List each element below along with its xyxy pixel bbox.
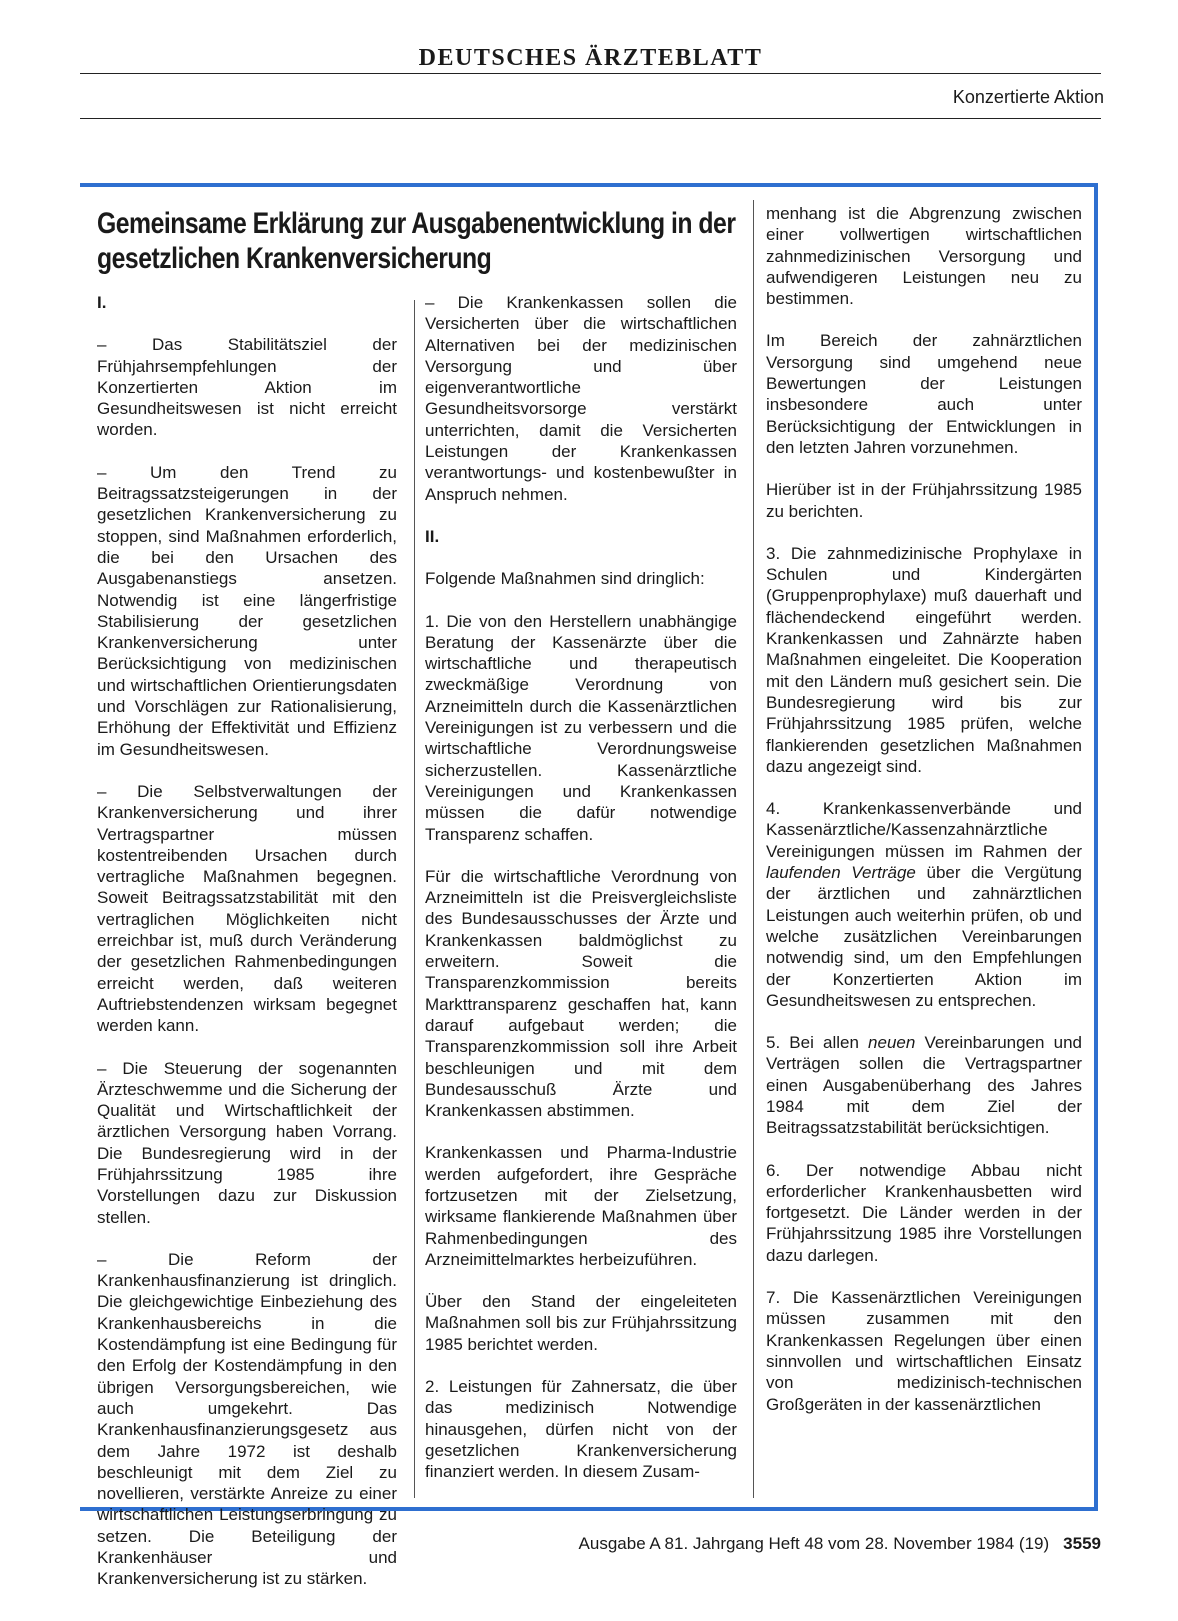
paragraph: – Das Stabilitätsziel der Frühjahrsempfehlungen der Konzertierten Aktion im Gesundheitswesen ist nicht erreicht worden.: [97, 335, 397, 440]
column-divider: [753, 200, 754, 1498]
paragraph: – Um den Trend zu Beitragssatzsteigerungen in der gesetzlichen Krankenversicherung zu stoppen, sind Maßnahmen erforderlich, die bei den Ursachen des Ausgabenanstiegs ansetzen. Notwendig ist eine längerfristige Stabilisierung der gesetzlichen Krankenversicherung unter Berücksichtigung von medizinischen und wirtschaftlichen Orientierungsdaten und Vorschlägen zur Rationalisierung, Erhöhung der Effektivität und Effizienz im Gesundheitswesen.: [97, 462, 397, 759]
article-column-1: [97, 292, 397, 1590]
emphasis: neuen: [868, 1033, 916, 1053]
issue-info: Ausgabe A 81. Jahrgang Heft 48 vom 28. November 1984 (19): [578, 1534, 1050, 1553]
paragraph: [766, 1032, 1082, 1138]
journal-masthead: DEUTSCHES ÄRZTEBLATT: [418, 45, 763, 71]
article-column-3: [766, 203, 1082, 1415]
text-run: 5. Bei allen: [766, 1033, 869, 1053]
paragraph: Folgende Maßnahmen sind dringlich:: [425, 569, 705, 589]
article-column-2: [425, 292, 737, 1483]
emphasis: laufenden Verträge: [766, 863, 916, 883]
text-run: über die Vergütung der ärztlichen und zahnärztlichen Leistungen auch weiterhin prüfen, ob und welche zusätzlichen Vereinbarungen notwendig sind, um den Empfehlungen der Konzertierten Aktion im Gesundheitswesen zu entsprechen.: [766, 863, 1082, 1010]
masthead-rule: [80, 73, 1101, 74]
paragraph: 1. Die von den Herstellern unabhängige Beratung der Kassenärzte über die wirtschaftliche und therapeutisch zweckmäßige Verordnung von Arzneimitteln durch die Kassenärztlichen Vereinigungen ist zu verbessern und die wirtschaftliche Verordnungsweise sicherzustellen. Kassenärztliche Vereinigungen und Krankenkassen müssen die dafür notwendige Transparenz schaffen.: [425, 611, 737, 844]
section-number: II.: [425, 526, 440, 546]
paragraph: 3. Die zahnmedizinische Prophylaxe in Schulen und Kindergärten (Gruppenprophylaxe) muß dauerhaft und flächendeckend eingeführt werden. Krankenkassen und Zahnärzte haben Maßnahmen eingeleitet. Die Kooperation mit den Ländern muß gesichert sein. Die Bundesregierung wird bis zur Frühjahrssitzung 1985 prüfen, welche flankierenden gesetzlichen Maßnahmen dazu angezeigt sind.: [766, 543, 1082, 776]
page-number: 3559: [1063, 1534, 1101, 1553]
article-frame-right: [1094, 183, 1098, 1509]
paragraph: 2. Leistungen für Zahnersatz, die über das medizinisch Notwendige hinausgehen, dürfen nicht von der gesetzlichen Krankenversicherung finanziert werden. In diesem Zusam-: [425, 1377, 737, 1482]
paragraph: – Die Steuerung der sogenannten Ärzteschwemme und die Sicherung der Qualität und Wirtschaftlichkeit der ärztlichen Versorgung haben Vorrang. Die Bundesregierung wird in der Frühjahrssitzung 1985 ihre Vorstellungen dazu zur Diskussion stellen.: [97, 1058, 397, 1227]
article-title: Gemeinsame Erklärung zur Ausgabenentwicklung in der gesetzlichen Krankenversicherung: [97, 207, 736, 275]
paragraph: Hierüber ist in der Frühjahrssitzung 1985 zu berichten.: [766, 480, 1082, 521]
paragraph: – Die Selbstverwaltungen der Krankenversicherung und ihrer Vertragspartner müssen kostentreibenden Ursachen durch vertragliche Maßnahmen begegnen. Soweit Beitragssatzstabilität mit den vertraglichen Möglichkeiten nicht erreichbar ist, muß durch Veränderung der gesetzlichen Rahmenbedingungen erreicht werden, daß weiteren Auftriebstendenzen wirksam begegnet werden kann.: [97, 781, 397, 1036]
paragraph: – Die Reform der Krankenhausfinanzierung ist dringlich. Die gleichgewichtige Einbeziehung des Krankenhausbereichs in die Kostendämpfung ist eine Bedingung für den Erfolg der Kostendämpfung in den übrigen Versorgungsbereichen, wie auch umgekehrt. Das Krankenhausfinanzierungsgesetz aus dem Jahre 1972 ist deshalb beschleunigt mit dem Ziel zu novellieren, verstärkte Anreize zu einer wirtschaftlichen Leistungserbringung zu setzen. Die Beteiligung der Krankenhäuser und Krankenversicherung ist zu stärken.: [97, 1249, 397, 1589]
page-footer: [80, 1532, 1101, 1556]
paragraph: menhang ist die Abgrenzung zwischen einer vollwertigen wirtschaftlichen zahnmedizinischen Versorgung und aufwendigeren Leistungen neu zu bestimmen.: [766, 204, 1082, 309]
paragraph: 7. Die Kassenärztlichen Vereinigungen müssen zusammen mit den Krankenkassen Regelungen über einen sinnvollen und wirtschaftlichen Einsatz von medizinisch-technischen Großgeräten in der kassenärztlichen: [766, 1288, 1082, 1414]
section-label: Konzertierte Aktion: [952, 87, 1104, 107]
text-run: 4. Krankenkassenverbände und Kassenärztliche/Kassenzahnärztliche Vereinigungen müssen im Rahmen der: [766, 799, 1082, 861]
paragraph: Krankenkassen und Pharma-Industrie werden aufgefordert, ihre Gespräche fortzusetzen mit der Zielsetzung, wirksame flankierende Maßnahmen über Rahmenbedingungen des Arzneimittelmarktes herbeizuführen.: [425, 1143, 737, 1269]
paragraph: Über den Stand der eingeleiteten Maßnahmen soll bis zur Frühjahrssitzung 1985 berichtet werden.: [425, 1292, 737, 1354]
paragraph: – Die Krankenkassen sollen die Versicherten über die wirtschaftlichen Alternativen bei der medizinischen Versorgung und über eigenverantwortliche Gesundheitsvorsorge verstärkt unterrichten, damit die Versicherten Leistungen der Krankenkassen verantwortungs- und kostenbewußter in Anspruch nehmen.: [425, 293, 737, 504]
section-number: I.: [97, 293, 107, 312]
text-run: Vereinbarungen und Verträgen sollen die Vertragspartner einen Ausgabenüberhang des Jahres 1984 mit dem Ziel der Beitragssatzstabilität berücksichtigen.: [766, 1033, 1082, 1138]
paragraph: Für die wirtschaftliche Verordnung von Arzneimitteln ist die Preisvergleichsliste des Bundesausschusses der Ärzte und Krankenkassen baldmöglichst zu erweitern. Soweit die Transparenzkommission bereits Markttransparenz geschaffen hat, kann darauf aufgebaut werden; die Transparenzkommission soll ihre Arbeit beschleunigen und mit dem Bundesausschuß Ärzte und Krankenkassen abstimmen.: [425, 866, 737, 1121]
paragraph: [766, 798, 1082, 1011]
paragraph: Im Bereich der zahnärztlichen Versorgung sind umgehend neue Bewertungen der Leistungen insbesondere auch unter Berücksichtigung der Entwicklungen in den letzten Jahren vorzunehmen.: [766, 331, 1082, 457]
paragraph: 6. Der notwendige Abbau nicht erforderlicher Krankenhausbetten wird fortgesetzt. Die Länder werden in der Frühjahrssitzung 1985 ihre Vorstellungen dazu darlegen.: [766, 1160, 1082, 1265]
section-rule: [80, 118, 1101, 119]
column-divider: [414, 300, 415, 1498]
article-frame-top: [80, 183, 1098, 187]
